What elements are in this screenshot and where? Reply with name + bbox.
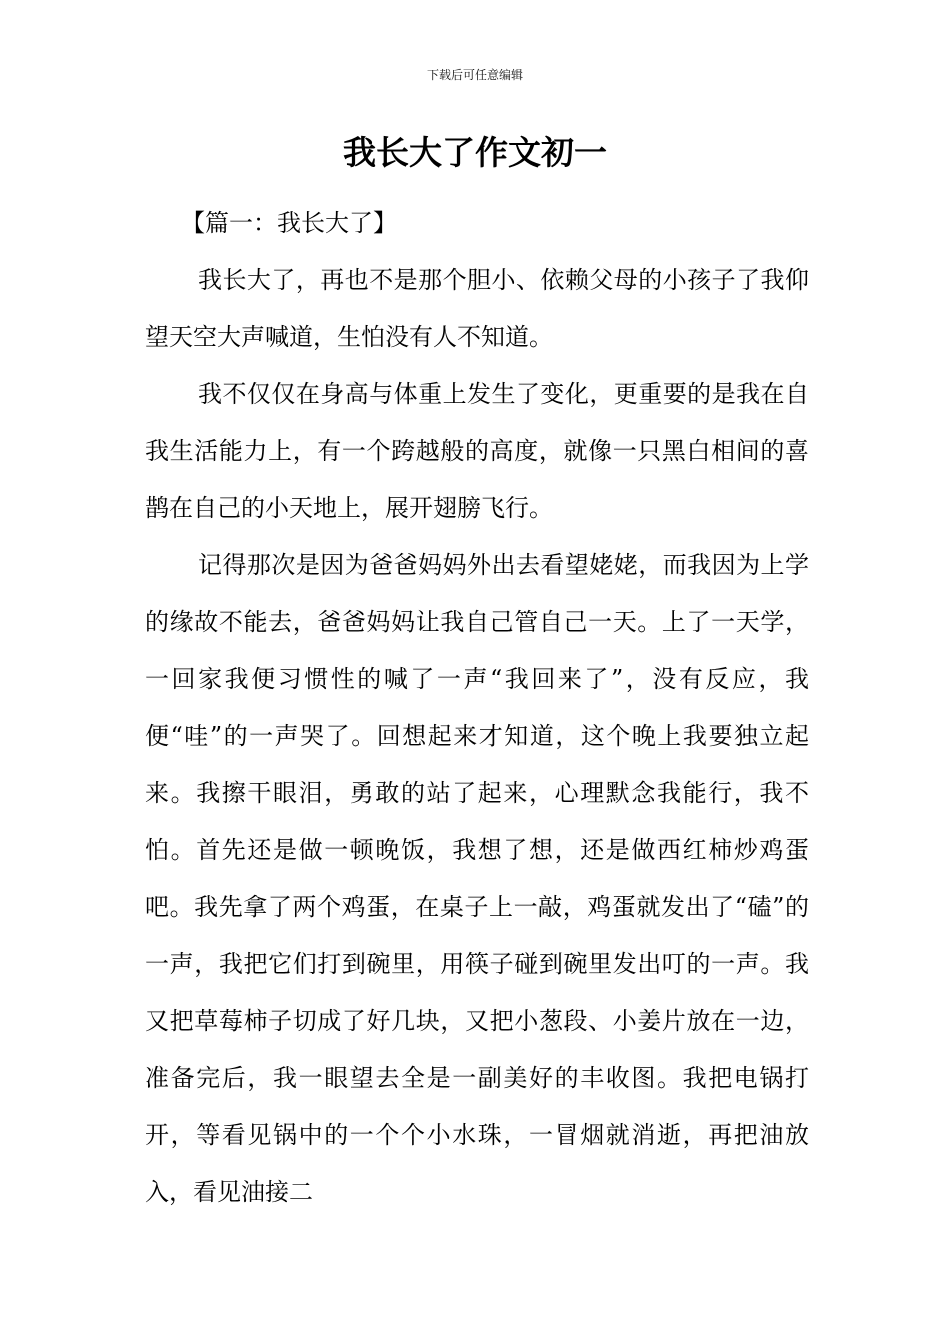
page-header-note: 下载后可任意编辑 (426, 68, 523, 82)
section-heading: 【篇一：我长大了】 (181, 209, 397, 237)
paragraph-1: 我长大了，再也不是那个胆小、依赖父母的小孩子了我仰望天空大声喊道，生怕没有人不知道。 (145, 266, 809, 351)
document-title: 我长大了作文初一 (343, 133, 607, 172)
paragraph-3: 记得那次是因为爸爸妈妈外出去看望姥姥，而我因为上学的缘故不能去，爸爸妈妈让我自己管自己一天。上了一天学，一回家我便习惯性的喊了一声“我回来了”，没有反应，我便“哇”的一声哭了。回想起来才知道，这个晚上我要独立起来。我擦干眼泪，勇敢的站了起来，心理默念我能行，我不怕。首先还是做一顿晚饭，我想了想，还是做西红柿炒鸡蛋吧。我先拿了两个鸡蛋，在桌子上一敲，鸡蛋就发出了“磕”的一声，我把它们打到碗里，用筷子碰到碗里发出叮的一声。我又把草莓柿子切成了好几块，又把小葱段、小姜片放在一边，准备完后，我一眼望去全是一副美好的丰收图。我把电锅打开，等看见锅中的一个个小水珠，一冒烟就消逝，再把油放入，看见油接二 (145, 551, 809, 1206)
paragraph-2: 我不仅仅在身高与体重上发生了变化，更重要的是我在自我生活能力上，有一个跨越般的高度，就像一只黑白相间的喜鹊在自己的小天地上，展开翅膀飞行。 (145, 380, 809, 522)
document-body (145, 195, 809, 1221)
